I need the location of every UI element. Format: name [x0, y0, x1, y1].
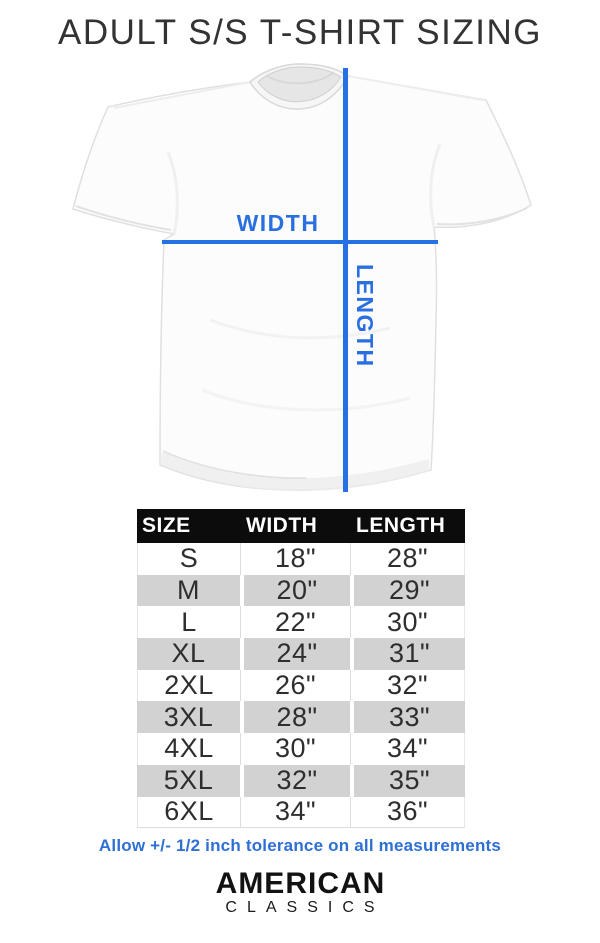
cell-length: 36" — [350, 797, 465, 828]
table-row — [137, 543, 465, 575]
header-cell-length: LENGTH — [356, 514, 446, 537]
cell-length: 28" — [350, 543, 465, 575]
brand-name: AMERICAN — [215, 867, 386, 900]
cell-length: 34" — [350, 733, 465, 765]
brand-subname: CLASSICS — [225, 899, 385, 916]
table-row — [137, 638, 465, 670]
width-measure-line — [162, 240, 438, 244]
length-label: LENGTH — [352, 264, 378, 368]
table-row — [137, 575, 465, 607]
cell-width: 26" — [240, 670, 350, 702]
tshirt-illustration — [60, 58, 540, 508]
tolerance-note: Allow +/- 1/2 inch tolerance on all measurements — [98, 836, 502, 855]
table-row — [137, 670, 465, 702]
cell-size: 3XL — [137, 701, 240, 733]
cell-size: 4XL — [137, 733, 240, 765]
cell-size: S — [137, 543, 240, 575]
header-cell-size: SIZE — [142, 514, 191, 537]
header-cell-width: WIDTH — [246, 514, 318, 537]
table-row — [137, 797, 465, 829]
cell-size: L — [137, 606, 240, 638]
length-measure-line — [343, 68, 348, 492]
cell-length: 35" — [350, 765, 465, 797]
size-table — [137, 509, 465, 828]
width-label: WIDTH — [236, 210, 320, 236]
cell-width: 30" — [240, 733, 350, 765]
cell-size: M — [137, 575, 240, 607]
cell-length: 32" — [350, 670, 465, 702]
cell-width: 32" — [240, 765, 350, 797]
cell-width: 22" — [240, 606, 350, 638]
page-title: ADULT S/S T-SHIRT SIZING — [58, 13, 542, 52]
cell-width: 18" — [240, 543, 350, 575]
cell-size: 6XL — [137, 797, 240, 828]
table-row — [137, 606, 465, 638]
cell-size: 5XL — [137, 765, 240, 797]
table-row — [137, 765, 465, 797]
cell-size: XL — [137, 638, 240, 670]
cell-width: 34" — [240, 797, 350, 828]
cell-length: 30" — [350, 606, 465, 638]
cell-width: 24" — [240, 638, 350, 670]
shirt-diagram — [60, 58, 540, 508]
cell-width: 20" — [240, 575, 350, 607]
cell-length: 33" — [350, 701, 465, 733]
table-row — [137, 733, 465, 765]
cell-width: 28" — [240, 701, 350, 733]
cell-length: 31" — [350, 638, 465, 670]
table-header-row — [137, 509, 465, 543]
cell-length: 29" — [350, 575, 465, 607]
cell-size: 2XL — [137, 670, 240, 702]
table-row — [137, 701, 465, 733]
